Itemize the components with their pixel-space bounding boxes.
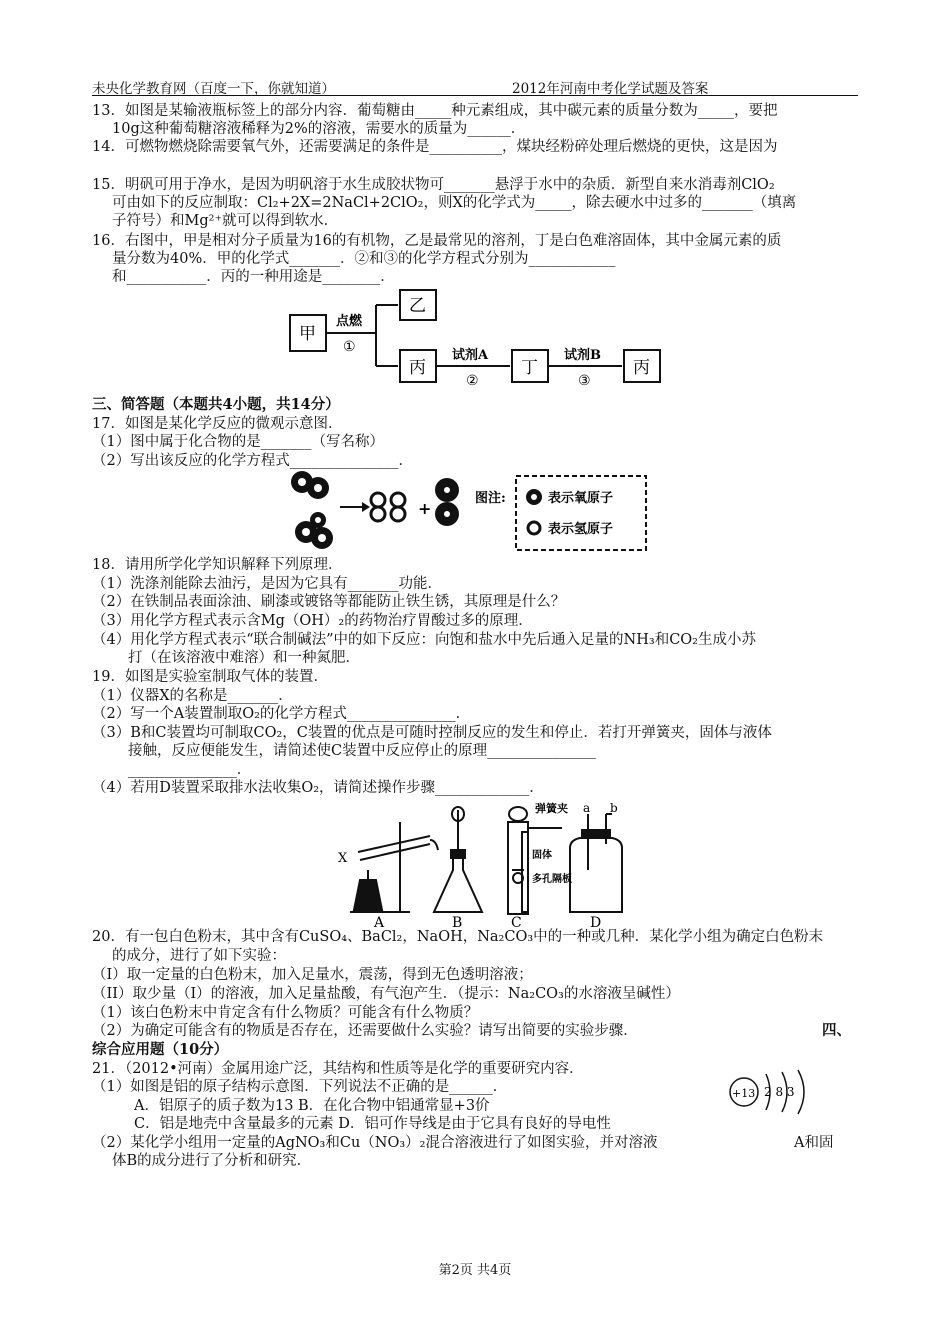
header-right: 2012年河南中考化学试题及答案 — [512, 81, 709, 97]
q19-1: （1）仪器X的名称是_______． — [92, 688, 293, 704]
q16-line3: 和___________．丙的一种用途是________． — [112, 269, 395, 285]
q21: 21．（2012•河南）金属用途广泛，其结构和性质等是化学的重要研究内容． — [92, 1061, 584, 1077]
q20-step-i: （I）取一定量的白色粉末，加入足量水，震荡，得到无色透明溶液； — [92, 967, 533, 983]
q19-3-line2: 接触，反应便能发生，请简述使C装置中反应停止的原理_______________ — [128, 743, 596, 759]
label-c: C — [511, 915, 522, 930]
q17-1: （1）图中属于化合物的是_______（写名称） — [92, 434, 384, 450]
svg-text:+: + — [418, 499, 432, 518]
q16-flow-diagram — [286, 285, 666, 395]
q19-3-line3: _______________． — [128, 762, 252, 778]
q21-options-ab: A．铝原子的质子数为13 B．在化合物中铝通常显+3价 — [134, 1098, 490, 1114]
label-bing-1: 丙 — [409, 358, 426, 378]
section-4-number: 四、 — [822, 1022, 851, 1039]
label-spring-clip: 弹簧夹 — [535, 802, 568, 815]
atom-shells: 2 8 3 — [764, 1085, 795, 1099]
legend-title: 图注: — [475, 491, 506, 506]
q14: 14．可燃物燃烧除需要氧气外，还需要满足的条件是__________，煤块经粉碎处理后燃烧的更快，这是因为 — [92, 139, 778, 155]
q17-micro-diagram — [290, 470, 650, 555]
label-yi: 乙 — [409, 296, 426, 316]
q15-line2: 可由如下的反应制取：Cl₂+2X=2NaCl+2ClO₂，则X的化学式为_____，除去硬水中过多的_______（填离 — [112, 195, 797, 211]
q20-2: （2）为确定可能含有的物质是否存在，还需要做什么实验？请写出简要的实验步骤． — [92, 1023, 638, 1039]
q19-4: （4）若用D装置采取排水法收集O₂，请简述操作步骤_____________． — [92, 780, 544, 796]
q20-line1: 20．有一包白色粉末，其中含有CuSO₄、BaCl₂，NaOH，Na₂CO₃中的一种或几种．某化学小组为确定白色粉末 — [92, 929, 824, 945]
q21-2-line1: （2）某化学小组用一定量的AgNO₃和Cu（NO₃）₂混合溶液进行了如图实验，并对溶液 — [92, 1135, 658, 1151]
label-ding: 丁 — [521, 358, 538, 378]
q20-1: （1）该白色粉末中肯定含有什么物质？可能含有什么物质？ — [92, 1005, 479, 1021]
atom-nucleus: +13 — [732, 1087, 756, 1100]
section-4-title: 综合应用题（10分） — [92, 1041, 229, 1058]
q20-line2: 的成分，进行了如下实验： — [112, 948, 286, 964]
label-bing-2: 丙 — [633, 358, 650, 378]
label-a: A — [374, 915, 385, 930]
label-a-port: a — [583, 801, 591, 815]
q19: 19．如图是实验室制取气体的装置． — [92, 669, 328, 685]
q19-2: （2）写一个A装置制取O₂的化学方程式_______________． — [92, 706, 471, 722]
q21-2-line1-tail: A和固 — [794, 1135, 834, 1151]
q21-options-cd: C．铝是地壳中含量最多的元素 D．铝可作导线是由于它具有良好的导电性 — [134, 1116, 611, 1132]
q17-2: （2）写出该反应的化学方程式_______________． — [92, 453, 413, 469]
page-header — [92, 77, 858, 96]
legend-oxygen: 表示氧原子 — [548, 491, 614, 506]
q21-1: （1）如图是铝的原子结构示意图．下列说法不正确的是______． — [92, 1079, 508, 1095]
label-x: X — [338, 851, 348, 866]
q19-apparatus-diagram — [330, 800, 630, 930]
label-solid: 固体 — [532, 850, 552, 861]
label-jia: 甲 — [299, 324, 316, 344]
q18: 18．请用所学化学知识解释下列原理． — [92, 557, 343, 573]
q19-3-line1: （3）B和C装置均可制取CO₂，C装置的优点是可随时控制反应的发生和停止．若打开弹簧夹，固体与液体 — [92, 725, 772, 741]
label-reagent-a: 试剂A — [452, 348, 489, 363]
q15-line3: 子符号）和Mg²⁺就可以得到软水． — [112, 213, 339, 229]
label-step2: ② — [466, 373, 479, 389]
q18-4-line1: （4）用化学方程式表示“联合制碱法”中的如下反应：向饱和盐水中先后通入足量的NH₃和CO₂生成小苏 — [92, 632, 756, 648]
section-3-title: 三、简答题（本题共4小题，共14分） — [92, 396, 340, 413]
label-dianran: 点燃 — [336, 314, 363, 329]
label-step3: ③ — [578, 373, 591, 389]
label-step1: ① — [343, 339, 356, 355]
q20-step-ii: （II）取少量（I）的溶液，加入足量盐酸，有气泡产生．（提示：Na₂CO₃的水溶液呈碱性） — [92, 986, 680, 1002]
q16-line1: 16．右图中，甲是相对分子质量为16的有机物，乙是最常见的溶剂，丁是白色难溶固体，其中金属元素的质 — [92, 233, 782, 249]
label-d: D — [590, 915, 602, 930]
legend-hydrogen: 表示氢原子 — [548, 522, 614, 537]
page-footer: 第2页 共4页 — [438, 1263, 512, 1278]
header-left: 未央化学教育网（百度一下，你就知道） — [92, 81, 335, 97]
q21-2-line2: 体B的成分进行了分析和研究． — [112, 1153, 312, 1169]
q18-4-line2: 打（在该溶液中难溶）和一种氮肥． — [128, 650, 360, 666]
q13-line2: 10g这种葡萄糖溶液稀释为2%的溶液，需要水的质量为______． — [112, 121, 526, 137]
aluminium-atom-diagram — [728, 1068, 838, 1124]
q18-2: （2）在铁制品表面涂油、刷漆或镀铬等都能防止铁生锈，其原理是什么？ — [92, 594, 566, 610]
label-b: B — [452, 915, 463, 930]
q18-3: （3）用化学方程式表示含Mg（OH）₂的药物治疗胃酸过多的原理． — [92, 613, 533, 629]
q16-line2: 量分数为40%．甲的化学式_______．②和③的化学方程式分别为____________ — [112, 251, 616, 267]
legend-box — [516, 476, 646, 550]
q15-line1: 15．明矾可用于净水，是因为明矾溶于水生成胶状物可_______悬浮于水中的杂质．新型自来水消毒剂ClO₂ — [92, 177, 775, 193]
label-b-port: b — [610, 801, 618, 815]
q18-1: （1）洗涤剂能除去油污，是因为它具有_______功能． — [92, 576, 442, 592]
label-reagent-b: 试剂B — [564, 348, 601, 363]
label-porous-plate: 多孔隔板 — [532, 874, 572, 885]
q13-line1: 13．如图是某输液瓶标签上的部分内容．葡萄糖由_____种元素组成，其中碳元素的质量分数为_____，要把 — [92, 103, 778, 119]
q17: 17．如图是某化学反应的微观示意图． — [92, 416, 343, 432]
